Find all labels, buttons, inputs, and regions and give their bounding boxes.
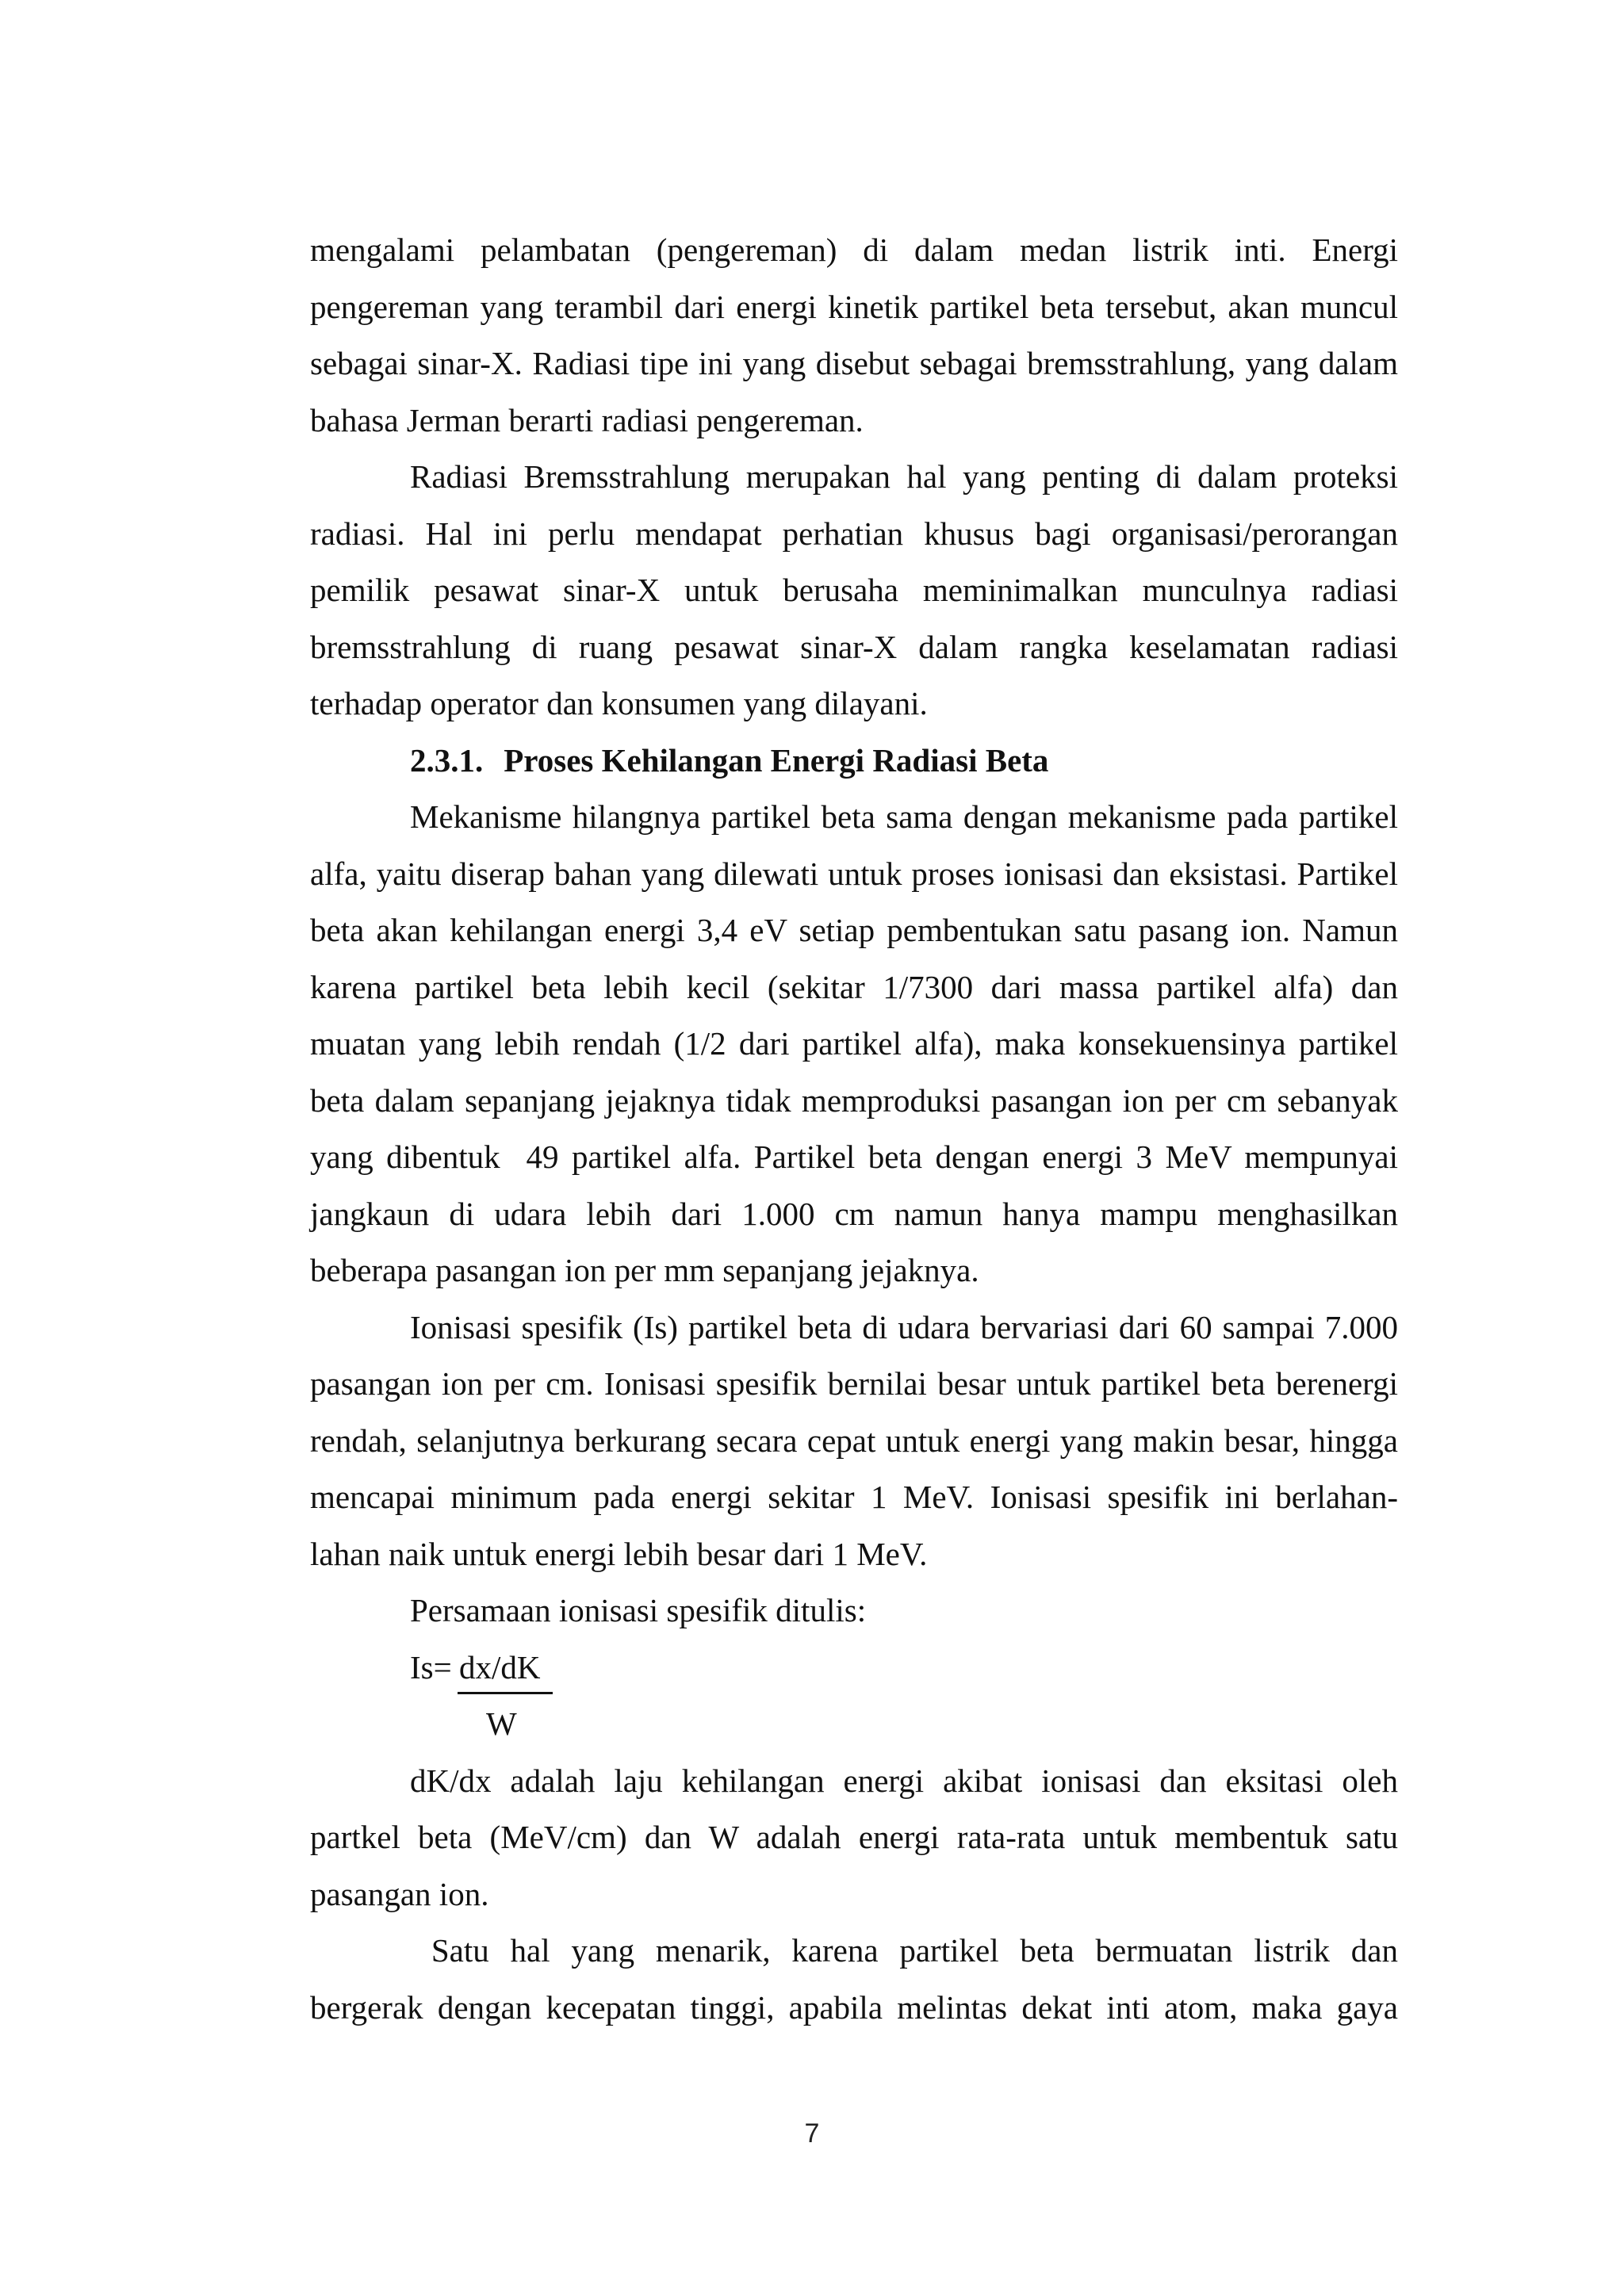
- paragraph-formula-explanation: [310, 1753, 1398, 1923]
- text-line: beta akan kehilangan energi 3,4 eV setiap pembentukan satu pasang ion. Namun: [310, 912, 1398, 948]
- section-number: 2.3.1.: [410, 741, 484, 779]
- paragraph-radiation-protection: [310, 449, 1398, 733]
- text-line: bahasa Jerman berarti radiasi pengereman.: [310, 401, 864, 438]
- specific-ionization-formula: [310, 1640, 1398, 1753]
- text-line: Ionisasi spesifik (Is) partikel beta di udara bervariasi dari 60 sampai 7.000: [410, 1308, 1398, 1345]
- paragraph-bremsstrahlung-intro: [310, 222, 1398, 449]
- text-line: yang dibentuk 49 partikel alfa. Partikel beta dengan energi 3 MeV mempunyai: [310, 1138, 1398, 1175]
- text-line: pemilik pesawat sinar-X untuk berusaha meminimalkan munculnya radiasi: [310, 572, 1398, 608]
- page-number: 7: [804, 2118, 820, 2149]
- text-line: mencapai minimum pada energi sekitar 1 MeV. Ionisasi spesifik ini berlahan-: [310, 1479, 1398, 1515]
- text-line: muatan yang lebih rendah (1/2 dari partikel alfa), maka konsekuensinya partikel: [310, 1025, 1398, 1062]
- text-line: rendah, selanjutnya berkurang secara cepat untuk energi yang makin besar, hingga: [310, 1422, 1398, 1459]
- formula-denominator: W: [486, 1705, 517, 1742]
- text-line: bremsstrahlung di ruang pesawat sinar-X dalam rangka keselamatan radiasi: [310, 628, 1398, 665]
- body-text: [310, 222, 1398, 2036]
- text-line: mengalami pelambatan (pengereman) di dalam medan listrik inti. Energi: [310, 232, 1398, 268]
- text-line: jangkaun di udara lebih dari 1.000 cm namun hanya mampu menghasilkan: [310, 1195, 1398, 1232]
- text-line: sebagai sinar-X. Radiasi tipe ini yang disebut sebagai bremsstrahlung, yang dalam: [310, 345, 1398, 381]
- text-line: pasangan ion.: [310, 1875, 489, 1912]
- text-line: dK/dx adalah laju kehilangan energi akibat ionisasi dan eksitasi oleh: [410, 1762, 1398, 1799]
- formula-numerator: dx/dK: [459, 1648, 541, 1686]
- text-line: Mekanisme hilangnya partikel beta sama dengan mekanisme pada partikel: [410, 798, 1398, 835]
- section-heading: [310, 733, 1398, 790]
- formula-lhs: Is=: [410, 1648, 452, 1686]
- text-line: radiasi. Hal ini perlu mendapat perhatian khusus bagi organisasi/perorangan: [310, 515, 1398, 552]
- paragraph-energy-loss-mechanism: [310, 789, 1398, 1299]
- text-line: Radiasi Bremsstrahlung merupakan hal yang penting di dalam proteksi: [410, 458, 1398, 495]
- text-line: bergerak dengan kecepatan tinggi, apabila melintas dekat inti atom, maka gaya: [310, 1988, 1398, 2026]
- fraction-bar: [458, 1692, 553, 1694]
- text-line: beberapa pasangan ion per mm sepanjang jejaknya.: [310, 1252, 979, 1288]
- text-line: alfa, yaitu diserap bahan yang dilewati untuk proses ionisasi dan eksistasi. Partikel: [310, 855, 1398, 892]
- paragraph-beta-charge: [310, 1923, 1398, 2036]
- text-line: partkel beta (MeV/cm) dan W adalah energi rata-rata untuk membentuk satu: [310, 1819, 1398, 1855]
- section-title: Proses Kehilangan Energi Radiasi Beta: [504, 741, 1049, 779]
- text-line: terhadap operator dan konsumen yang dilayani.: [310, 685, 928, 721]
- text-line: Satu hal yang menarik, karena partikel beta bermuatan listrik dan: [410, 1932, 1398, 1969]
- paragraph-specific-ionization: [310, 1299, 1398, 1583]
- equation-intro: Persamaan ionisasi spesifik ditulis:: [410, 1592, 867, 1628]
- text-line: pasangan ion per cm. Ionisasi spesifik bernilai besar untuk partikel beta berenergi: [310, 1365, 1398, 1402]
- text-line: pengereman yang terambil dari energi kinetik partikel beta tersebut, akan muncul: [310, 288, 1398, 325]
- text-line: lahan naik untuk energi lebih besar dari 1 MeV.: [310, 1535, 928, 1572]
- text-line: beta dalam sepanjang jejaknya tidak memproduksi pasangan ion per cm sebanyak: [310, 1081, 1398, 1119]
- text-line: karena partikel beta lebih kecil (sekitar 1/7300 dari massa partikel alfa) dan: [310, 968, 1398, 1005]
